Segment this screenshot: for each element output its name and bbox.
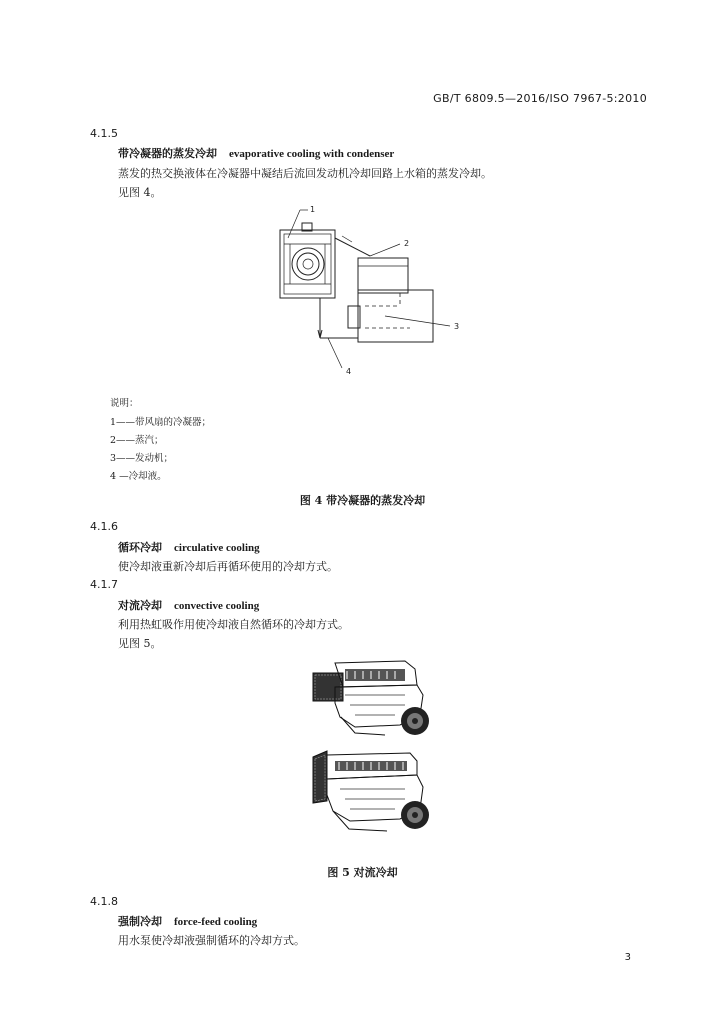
term-cn: 带冷凝器的蒸发冷却 [118,147,217,160]
term-4-1-7 [118,597,259,613]
figure-5-caption: 图 5 对流冷却 [327,866,398,879]
term-4-1-8 [118,913,257,929]
term-cn: 强制冷却 [118,915,162,928]
definition-4-1-7: 利用热虹吸作用使冷却液自然循环的冷却方式。 [118,618,349,631]
see-figure-5: 见图 5。 [118,637,162,650]
legend-item-2: 2——蒸汽； [110,435,164,446]
see-figure-4: 见图 4。 [118,186,162,199]
term-cn: 对流冷却 [118,599,162,612]
term-en: circulative cooling [174,542,260,554]
legend-item-4: 4 —冷却液。 [110,471,167,482]
callout-1: 1 [310,205,316,214]
figure-4-diagram [270,198,470,378]
term-en: convective cooling [174,600,260,612]
standard-code-header: GB/T 6809.5—2016/ISO 7967-5:2010 [433,92,647,105]
callout-2: 2 [404,239,410,248]
definition-4-1-6: 使冷却液重新冷却后再循环使用的冷却方式。 [118,560,338,573]
definition-4-1-5: 蒸发的热交换液体在冷凝器中凝结后流回发动机冷却回路上水箱的蒸发冷却。 [118,167,492,180]
clause-number-4-1-5: 4.1.5 [90,127,118,140]
term-4-1-5 [118,145,394,161]
engine-block [358,290,433,342]
term-cn: 循环冷却 [118,541,162,554]
page-number: 3 [624,952,631,963]
upper-tank [358,258,408,293]
definition-4-1-8: 用水泵使冷却液强制循环的冷却方式。 [118,934,305,947]
legend-item-1: 1——带风扇的冷凝器； [110,417,212,428]
legend-item-3: 3——发动机； [110,453,174,464]
figure-5-engine-lower [305,745,435,840]
callout-3: 3 [454,322,460,331]
clause-number-4-1-6: 4.1.6 [90,520,118,533]
clause-number-4-1-8: 4.1.8 [90,895,118,908]
clause-number-4-1-7: 4.1.7 [90,578,118,591]
legend-title: 说明： [110,398,139,409]
figure-4-caption: 图 4 带冷凝器的蒸发冷却 [299,494,426,507]
term-4-1-6 [118,539,260,555]
term-en: force-feed cooling [174,916,258,928]
term-en: evaporative cooling with condenser [229,148,395,160]
callout-4: 4 [346,367,352,376]
figure-5-engine-upper [305,655,435,745]
condenser-frame [280,230,335,298]
